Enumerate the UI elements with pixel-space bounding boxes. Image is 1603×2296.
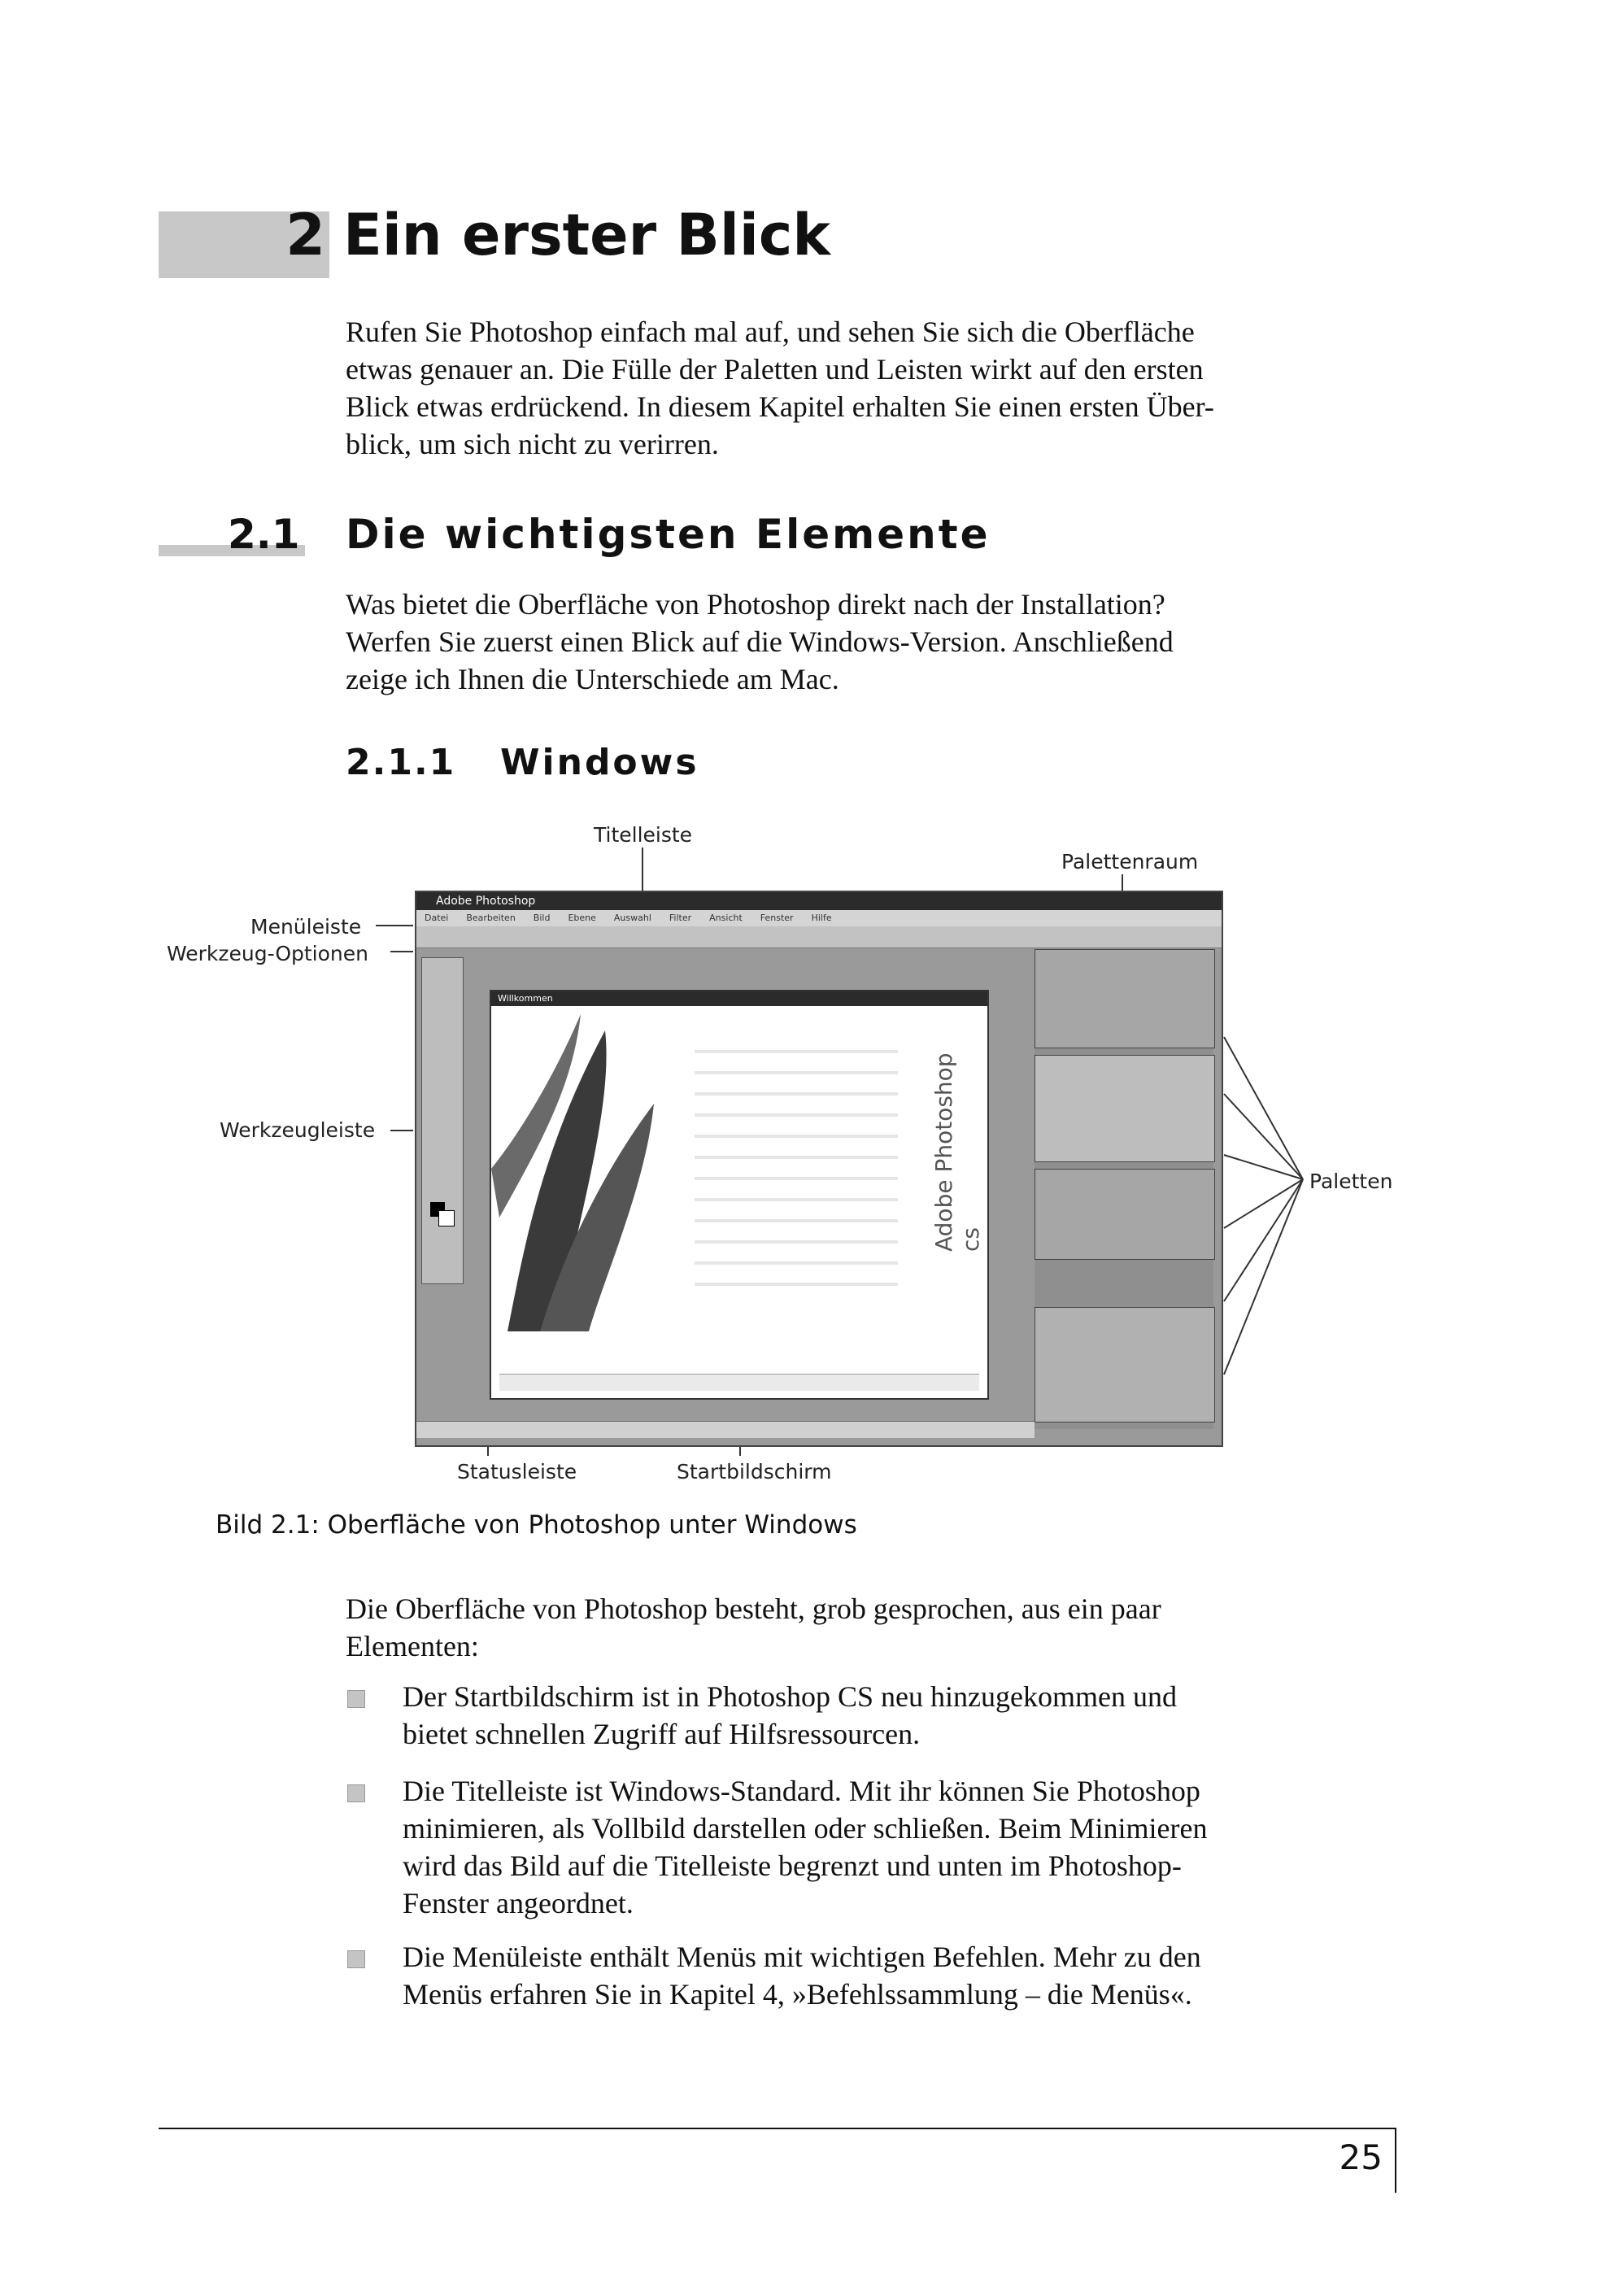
- label-titelleiste: Titelleiste: [594, 823, 693, 847]
- ps-menu-item[interactable]: Fenster: [760, 913, 794, 923]
- ps-status-bar: [416, 1421, 1035, 1438]
- ps-menu-item[interactable]: Ebene: [568, 913, 596, 923]
- footer-vertical-rule: [1395, 2128, 1396, 2193]
- intro-paragraph: [346, 313, 1395, 463]
- welcome-footer: [499, 1374, 979, 1391]
- brand-vertical: Adobe Photoshop cs: [930, 1052, 984, 1252]
- bullet-marker: [347, 1950, 365, 1968]
- ps-menu-bar: [416, 910, 1222, 926]
- ps-palette-area: [1035, 949, 1213, 1429]
- ps-welcome-screen: [490, 990, 989, 1400]
- chapter-number: 2: [285, 202, 325, 268]
- palette-color: [1035, 1055, 1215, 1162]
- bullet-marker: [347, 1784, 365, 1802]
- label-menueleiste: Menüleiste: [250, 915, 362, 939]
- subsection-number: 2.1.1: [346, 742, 456, 783]
- section-paragraph: [346, 586, 1395, 698]
- leader-paletten-6: [1224, 1179, 1303, 1375]
- palette-navigator: [1035, 949, 1215, 1048]
- background-color-swatch: [438, 1210, 455, 1226]
- caption-text: Oberfläche von Photoshop unter Windows: [327, 1510, 857, 1540]
- text-line: minimieren, als Vollbild darstellen oder schließen. Beim Minimieren: [403, 1812, 1208, 1845]
- bullet-item: [403, 1772, 1395, 1922]
- chapter-title: Ein erster Blick: [343, 202, 830, 268]
- text-line: Die Titelleiste ist Windows-Standard. Mit ihr können Sie Photoshop: [403, 1775, 1200, 1807]
- ps-menu-item[interactable]: Ansicht: [709, 913, 743, 923]
- text-line: bietet schnellen Zugriff auf Hilfsressourcen.: [403, 1718, 921, 1750]
- ps-window-title: Adobe Photoshop: [436, 895, 536, 908]
- text-line: blick, um sich nicht zu verirren.: [346, 428, 719, 460]
- text-line: Menüs erfahren Sie in Kapitel 4, »Befehlssammlung – die Menüs«.: [403, 1978, 1192, 2011]
- label-statusleiste: Statusleiste: [457, 1460, 577, 1483]
- ps-menu-item[interactable]: Bearbeiten: [466, 913, 516, 923]
- figure: [155, 813, 1423, 1497]
- text-line: Fenster angeordnet.: [403, 1887, 634, 1919]
- palette-layers: [1035, 1307, 1215, 1422]
- page-number: 25: [1339, 2137, 1383, 2177]
- figure-caption: [216, 1510, 857, 1540]
- ps-menu-item[interactable]: Filter: [669, 913, 692, 923]
- text-line: etwas genauer an. Die Fülle der Paletten und Leisten wirkt auf den ersten: [346, 353, 1204, 386]
- ps-menu-item[interactable]: Hilfe: [811, 913, 832, 923]
- text-line: Elementen:: [346, 1630, 479, 1662]
- text-line: wird das Bild auf die Titelleiste begrenzt und unten im Photoshop-: [403, 1849, 1182, 1882]
- ps-menu-item[interactable]: Bild: [533, 913, 551, 923]
- ps-toolbox: [421, 957, 464, 1284]
- leader-paletten-5: [1224, 1179, 1303, 1301]
- label-startbildschirm: Startbildschirm: [677, 1460, 832, 1483]
- footer-rule: [159, 2128, 1395, 2129]
- text-line: Was bietet die Oberfläche von Photoshop direkt nach der Installation?: [346, 588, 1165, 621]
- bullet-marker: [347, 1690, 365, 1708]
- text-line: Rufen Sie Photoshop einfach mal auf, und sehen Sie sich die Oberfläche: [346, 316, 1195, 348]
- palette-history: [1035, 1169, 1215, 1260]
- ps-title-bar: [416, 892, 1222, 910]
- text-line: Die Menüleiste enthält Menüs mit wichtigen Befehlen. Mehr zu den: [403, 1941, 1201, 1973]
- section-title: Die wichtigsten Elemente: [346, 511, 991, 558]
- bullet-item: [403, 1678, 1395, 1753]
- text-line: Blick etwas erdrückend. In diesem Kapitel erhalten Sie einen ersten Über-: [346, 390, 1214, 423]
- feather-image: [491, 1006, 670, 1331]
- label-paletten: Paletten: [1309, 1170, 1393, 1193]
- label-werkzeug-optionen: Werkzeug-Optionen: [167, 942, 368, 965]
- subsection-title: Windows: [500, 742, 699, 783]
- text-line: zeige ich Ihnen die Unterschiede am Mac.: [346, 663, 839, 695]
- photoshop-screenshot: [415, 891, 1223, 1447]
- caption-label: Bild 2.1:: [216, 1510, 320, 1540]
- section-number: 2.1: [228, 511, 300, 558]
- text-line: Der Startbildschirm ist in Photoshop CS neu hinzugekommen und: [403, 1680, 1177, 1713]
- ps-menu-item[interactable]: Datei: [425, 913, 449, 923]
- label-werkzeugleiste: Werkzeugleiste: [220, 1118, 376, 1142]
- ps-options-bar: [416, 926, 1222, 948]
- welcome-links: [695, 1032, 898, 1300]
- leader-paletten-4: [1224, 1179, 1303, 1228]
- after-figure-paragraph: [346, 1590, 1395, 1665]
- label-palettenraum: Palettenraum: [1061, 850, 1199, 874]
- ps-menu-item[interactable]: Auswahl: [613, 913, 651, 923]
- text-line: Werfen Sie zuerst einen Blick auf die Windows-Version. Anschließend: [346, 625, 1174, 658]
- welcome-title-bar: Willkommen: [491, 991, 987, 1006]
- text-line: Die Oberfläche von Photoshop besteht, grob gesprochen, aus ein paar: [346, 1592, 1161, 1625]
- bullet-item: [403, 1938, 1395, 2013]
